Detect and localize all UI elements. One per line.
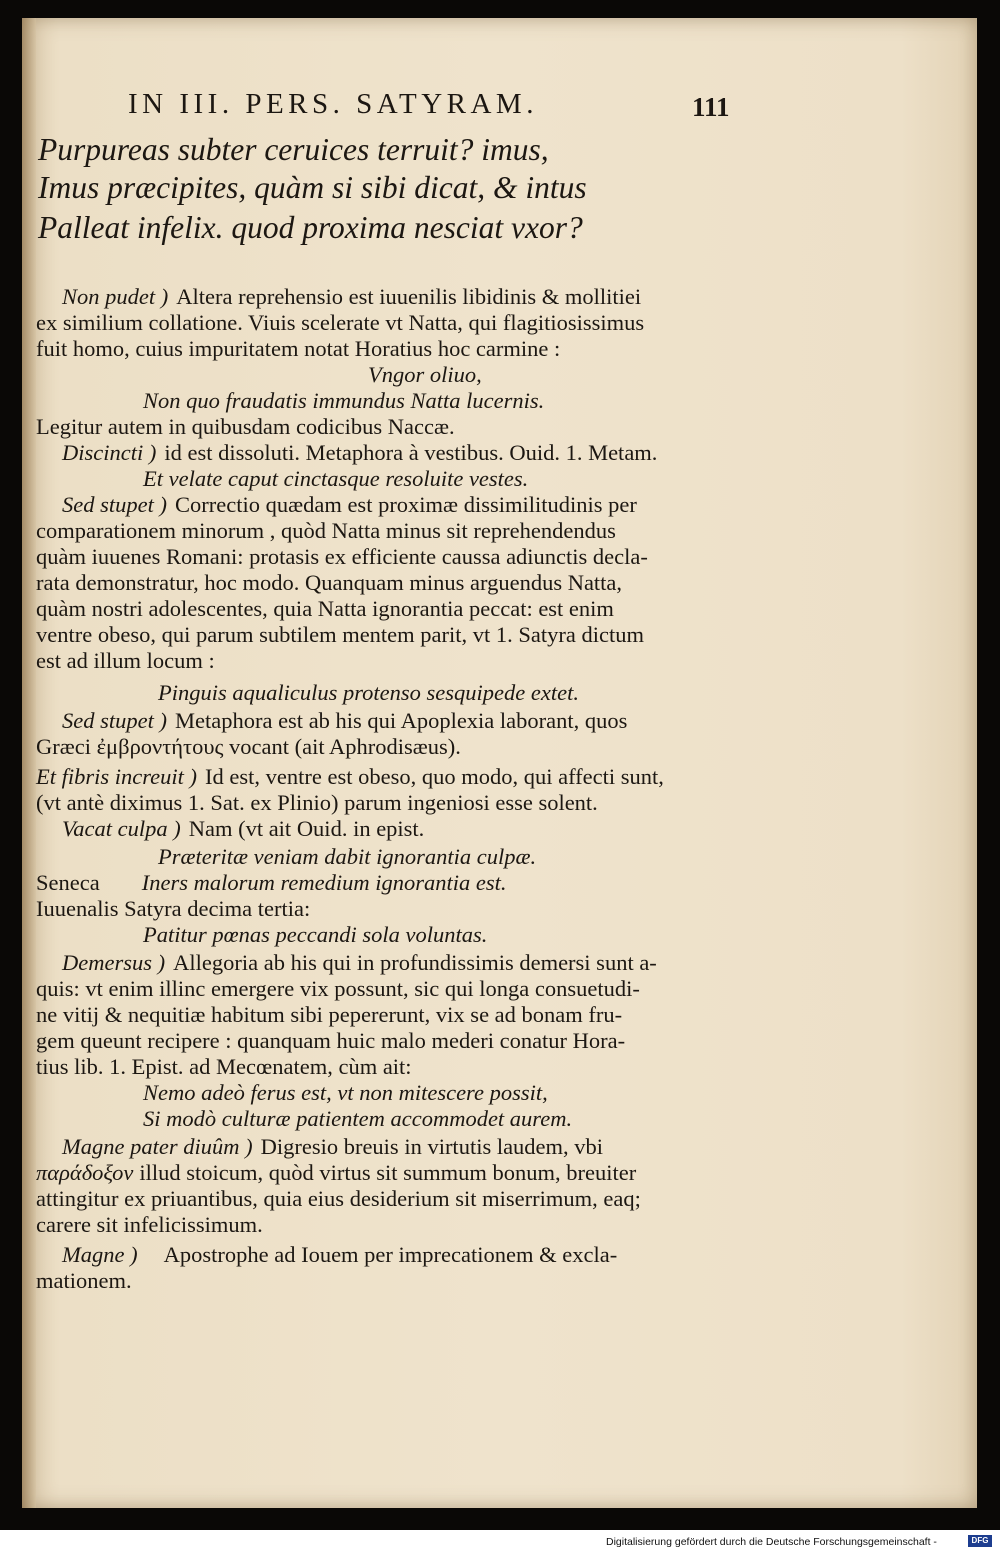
quoted-verse <box>143 466 528 492</box>
quoted-verse <box>368 362 482 388</box>
commentary-line <box>36 310 644 336</box>
commentary-line <box>62 492 637 518</box>
verse-line-1: Purpureas subter ceruices terruit? imus, <box>38 132 549 167</box>
line-text: id est dissoluti. Metaphora à vestibus. Ouid. 1. Metam. <box>164 440 658 465</box>
line-text: Digresio breuis in virtutis laudem, vbi <box>260 1134 604 1159</box>
commentary-line <box>36 1186 641 1212</box>
page-gutter-shadow <box>22 18 36 1508</box>
verse-line-3: Palleat infelix. quod proxima nesciat vxor? <box>38 210 583 245</box>
quoted-verse: Iners malorum remedium ignorantia est. <box>141 870 507 895</box>
line-text: Metaphora est ab his qui Apoplexia laborant, quos <box>174 708 628 733</box>
verse-line-2: Imus præcipites, quàm si sibi dicat, & intus <box>38 170 587 205</box>
line-text: Pinguis aqualiculus protenso sesquipede extet. <box>158 680 579 705</box>
commentary-line <box>36 870 507 896</box>
commentary-line <box>36 622 644 648</box>
commentary-line <box>36 734 461 760</box>
line-text: Legitur autem in quibusdam codicibus Naccæ. <box>36 414 455 439</box>
line-text: ne vitij & nequitiæ habitum sibi pepererunt, vix se ad bonam fru- <box>36 1002 623 1027</box>
commentary-line <box>36 414 455 440</box>
line-text: Nam (vt ait Ouid. in epist. <box>188 816 425 841</box>
line-text: Seneca <box>36 870 100 895</box>
commentary-line <box>36 544 648 570</box>
commentary-line <box>36 1054 412 1080</box>
quoted-verse <box>158 680 579 706</box>
commentary-line <box>36 1160 636 1186</box>
line-text: ex similium collatione. Viuis scelerate vt Natta, qui flagitiosissimus <box>36 310 645 335</box>
lemma: Magne pater diuûm ) <box>62 1134 253 1159</box>
line-text: Non quo fraudatis immundus Natta lucernis. <box>143 388 545 413</box>
line-text: Et velate caput cinctasque resoluite vestes. <box>143 466 529 491</box>
lemma: Discincti ) <box>62 440 157 465</box>
line-text: Apostrophe ad Iouem per imprecationem & excla- <box>163 1242 618 1267</box>
line-text: Correctio quædam est proximæ dissimilitudinis per <box>174 492 637 517</box>
line-text: Si modò culturæ patientem accommodet aurem. <box>143 1106 573 1131</box>
commentary-line <box>62 950 657 976</box>
line-text: fuit homo, cuius impuritatem notat Horatius hoc carmine : <box>36 336 561 361</box>
line-text: Vngor oliuo, <box>368 362 482 387</box>
commentary-line <box>36 1002 622 1028</box>
line-text: Altera reprehensio est iuuenilis libidinis & mollitiei <box>176 284 642 309</box>
lemma: Demersus ) <box>62 950 166 975</box>
commentary-line <box>62 440 657 466</box>
commentary-line <box>36 976 640 1002</box>
quoted-verse <box>143 388 544 414</box>
commentary-line <box>36 1212 263 1238</box>
lemma: Et fibris increuit ) <box>36 764 198 789</box>
commentary-line <box>36 570 622 596</box>
quoted-verse <box>143 1080 548 1106</box>
lemma: Non pudet ) <box>62 284 169 309</box>
quoted-verse <box>143 1106 572 1132</box>
line-text: Nemo adeò ferus est, vt non mitescere possit, <box>143 1080 548 1105</box>
commentary-line <box>36 596 614 622</box>
lemma: Sed stupet ) <box>62 492 167 517</box>
line-text: Græci ἐμβροντήτους vocant (ait Aphrodisæus). <box>36 734 461 759</box>
line-text: ventre obeso, qui parum subtilem mentem parit, vt 1. Satyra dictum <box>36 622 644 647</box>
line-text: rata demonstratur, hoc modo. Quanquam minus arguendus Natta, <box>36 570 623 595</box>
quoted-verse <box>158 844 536 870</box>
line-text: Id est, ventre est obeso, quo modo, qui affecti sunt, <box>205 764 664 789</box>
commentary-line <box>36 790 598 816</box>
commentary-line <box>36 336 560 362</box>
commentary-line <box>62 1134 603 1160</box>
lemma: Sed stupet ) <box>62 708 167 733</box>
line-text: Præteritæ veniam dabit ignorantia culpæ. <box>158 844 537 869</box>
line-text: Allegoria ab his qui in profundissimis demersi sunt a- <box>173 950 657 975</box>
commentary-line <box>62 708 627 734</box>
commentary-line <box>36 518 616 544</box>
line-text: gem queunt recipere : quanquam huic malo mederi conatur Hora- <box>36 1028 626 1053</box>
line-text: illud stoicum, quòd virtus sit summum bonum, breuiter <box>139 1160 637 1185</box>
quoted-verse <box>143 922 487 948</box>
line-text: comparationem minorum , quòd Natta minus sit reprehendendus <box>36 518 616 543</box>
commentary-line <box>36 1028 625 1054</box>
commentary-line <box>36 764 664 790</box>
commentary-line <box>62 816 424 842</box>
commentary-line <box>36 648 215 674</box>
lemma: Magne ) <box>62 1242 138 1267</box>
page-number: 111 <box>692 92 730 122</box>
digitization-credit: Digitalisierung gefördert durch die Deutsche Forschungsgemeinschaft - <box>606 1536 937 1548</box>
dfg-logo: DFG <box>968 1535 992 1547</box>
commentary-line <box>62 284 641 310</box>
line-text: est ad illum locum : <box>36 648 215 673</box>
line-text: quàm iuuenes Romani: protasis ex efficiente caussa adiunctis decla- <box>36 544 648 569</box>
line-text: tius lib. 1. Epist. ad Mecœnatem, cùm ait: <box>36 1054 412 1079</box>
line-text: Patitur pœnas peccandi sola voluntas. <box>143 922 488 947</box>
line-text: Iuuenalis Satyra decima tertia: <box>36 896 311 921</box>
commentary-line <box>62 1242 617 1268</box>
line-text: quis: vt enim illinc emergere vix possunt, sic qui longa consuetudi- <box>36 976 640 1001</box>
commentary-line <box>36 1268 132 1294</box>
lemma: Vacat culpa ) <box>62 816 181 841</box>
running-head: IN III. PERS. SATYRAM. <box>128 88 538 120</box>
line-text: mationem. <box>36 1268 132 1293</box>
line-text: (vt antè diximus 1. Sat. ex Plinio) parum ingeniosi esse solent. <box>36 790 598 815</box>
line-text: carere sit infelicissimum. <box>36 1212 263 1237</box>
line-text: attingitur ex priuantibus, quia eius desiderium sit miserrimum, eaq; <box>36 1186 641 1211</box>
line-text: quàm nostri adolescentes, quia Natta ignorantia peccat: est enim <box>36 596 614 621</box>
greek-term: παράδοξον <box>36 1160 134 1185</box>
commentary-line <box>36 896 310 922</box>
